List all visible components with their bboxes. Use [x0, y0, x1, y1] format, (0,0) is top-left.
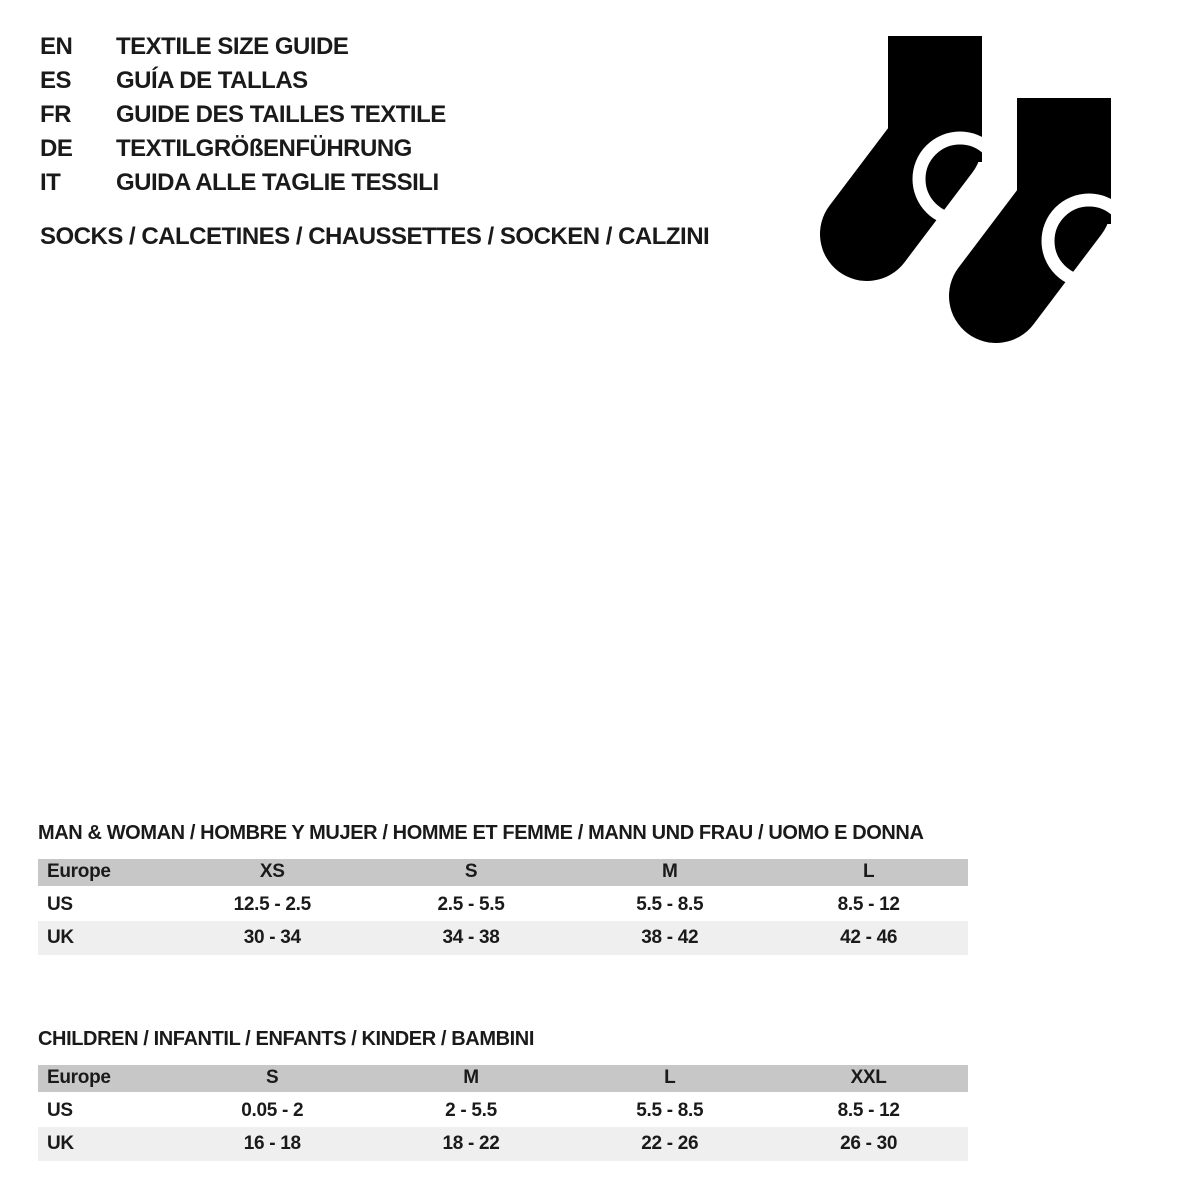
socks-icon — [805, 26, 1115, 356]
size-table — [38, 859, 968, 955]
language-title: GUIDE DES TAILLES TEXTILE — [116, 101, 446, 128]
region-label: US — [47, 1099, 73, 1121]
size-table-row — [38, 921, 968, 955]
size-table-header-row — [38, 859, 968, 887]
language-row — [40, 64, 446, 98]
size-column-header: XXL — [769, 1065, 968, 1093]
language-title: GUIDA ALLE TAGLIE TESSILI — [116, 169, 439, 196]
language-row — [40, 166, 446, 200]
size-table-header-row — [38, 1065, 968, 1093]
region-label: UK — [47, 927, 74, 948]
size-table-title: CHILDREN / INFANTIL / ENFANTS / KINDER / BAMBINI — [38, 1028, 534, 1050]
language-row — [40, 132, 446, 166]
size-column-header: S — [372, 859, 571, 887]
language-title: GUÍA DE TALLAS — [116, 67, 308, 94]
size-range-value: 22 - 26 — [641, 1133, 699, 1154]
size-range-value: 2 - 5.5 — [445, 1099, 497, 1121]
size-range-value: 18 - 22 — [442, 1133, 500, 1154]
sock-icon — [867, 36, 1001, 234]
size-column-header: L — [570, 1065, 769, 1093]
size-range-value: 34 - 38 — [442, 927, 500, 948]
language-title: TEXTILE SIZE GUIDE — [116, 33, 349, 60]
size-table-row — [38, 1093, 968, 1127]
size-table — [38, 1065, 968, 1161]
size-table-section-adults — [38, 820, 968, 955]
size-table-section-children — [38, 1026, 968, 1161]
size-range-value: 26 - 30 — [840, 1133, 898, 1154]
size-range-value: 5.5 - 8.5 — [636, 1099, 704, 1121]
language-row — [40, 98, 446, 132]
size-column-header: XS — [173, 859, 372, 887]
language-title: TEXTILGRÖßENFÜHRUNG — [116, 135, 412, 162]
size-table-row — [38, 1127, 968, 1161]
size-range-value: 16 - 18 — [243, 1133, 301, 1154]
region-label: US — [47, 893, 73, 915]
language-code: IT — [40, 169, 61, 196]
region-label: UK — [47, 1133, 74, 1154]
size-table-title: MAN & WOMAN / HOMBRE Y MUJER / HOMME ET FEMME / MANN UND FRAU / UOMO E DONNA — [38, 822, 924, 844]
language-row — [40, 30, 446, 64]
size-table-row — [38, 887, 968, 921]
language-code: EN — [40, 33, 73, 60]
language-code: DE — [40, 135, 73, 162]
size-range-value: 5.5 - 8.5 — [636, 893, 704, 915]
size-range-value: 38 - 42 — [641, 927, 699, 948]
size-column-header: M — [570, 859, 769, 887]
category-heading: SOCKS / CALCETINES / CHAUSSETTES / SOCKEN / CALZINI — [40, 223, 710, 250]
size-range-value: 2.5 - 5.5 — [437, 893, 505, 915]
size-column-header: L — [769, 859, 968, 887]
size-range-value: 12.5 - 2.5 — [233, 893, 311, 915]
language-code: ES — [40, 67, 72, 94]
size-range-value: 8.5 - 12 — [837, 893, 900, 915]
region-column-header: Europe — [38, 859, 173, 887]
size-range-value: 42 - 46 — [840, 927, 898, 948]
sock-icon — [996, 98, 1115, 296]
size-column-header: S — [173, 1065, 372, 1093]
size-range-value: 8.5 - 12 — [837, 1099, 900, 1121]
size-range-value: 30 - 34 — [243, 927, 301, 948]
language-code: FR — [40, 101, 71, 128]
language-list — [40, 30, 446, 200]
region-column-header: Europe — [38, 1065, 173, 1093]
size-range-value: 0.05 - 2 — [241, 1099, 304, 1121]
size-column-header: M — [372, 1065, 571, 1093]
